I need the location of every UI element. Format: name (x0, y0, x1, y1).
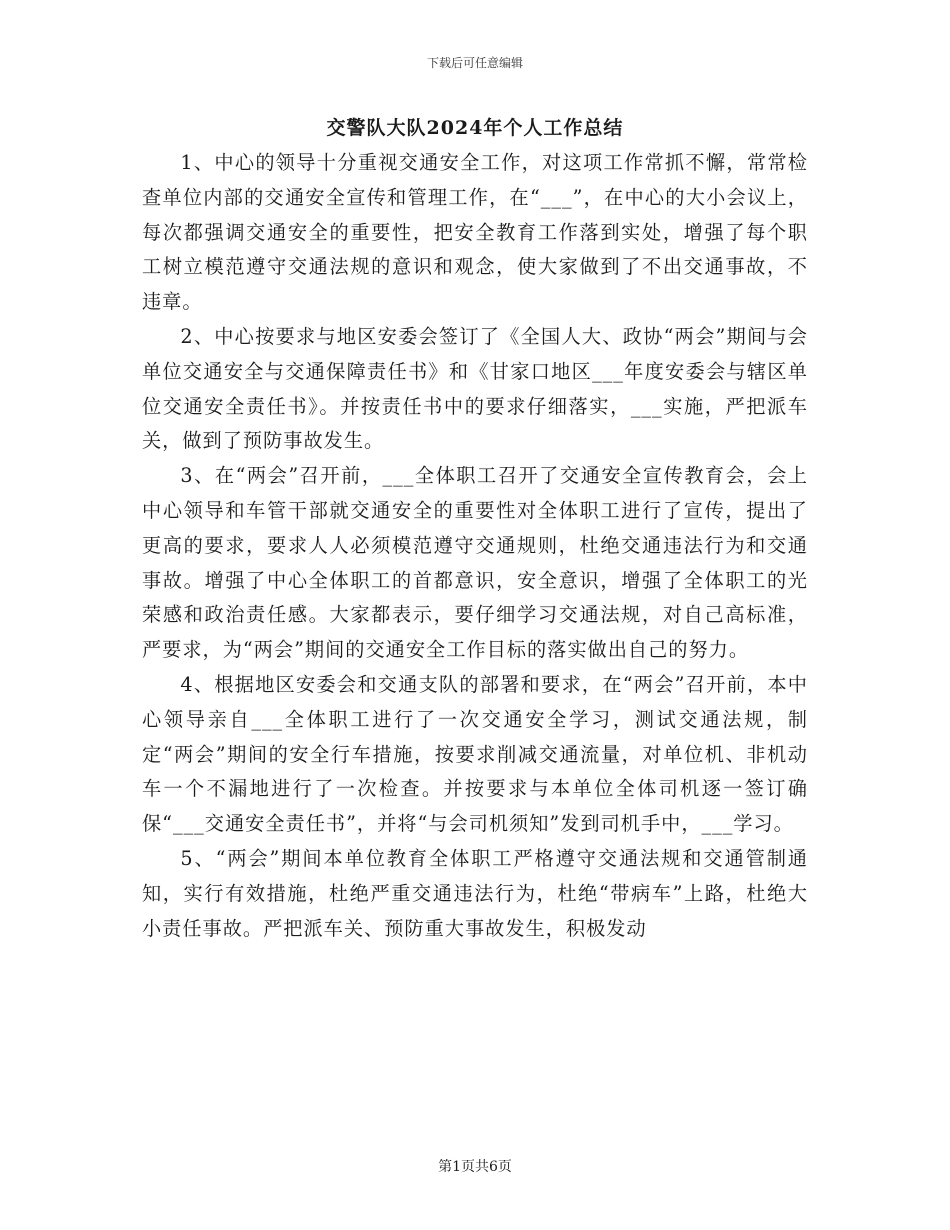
paragraph-5: 5、“两会”期间本单位教育全体职工严格遵守交通法规和交通管制通知，实行有效措施，杜绝严重交通违法行为，杜绝“带病车”上路，杜绝大小责任事故。严把派车关、预防重大事故发生，积极发动 (142, 846, 808, 940)
paragraph-1: 1、中心的领导十分重视交通安全工作，对这项工作常抓不懈，常常检查单位内部的交通安全宣传和管理工作，在“___”，在中心的大小会议上，每次都强调交通安全的重要性，把安全教育工作落到实处，增强了每个职工树立模范遵守交通法规的意识和观念，使大家做到了不出交通事故，不违章。 (142, 151, 808, 314)
document-title: 交警队大队2024年个人工作总结 (326, 117, 624, 139)
paragraph-4: 4、根据地区安委会和交通支队的部署和要求，在“两会”召开前，本中心领导亲自___全体职工进行了一次交通安全学习，测试交通法规，制定“两会”期间的安全行车措施，按要求削减交通流量，对单位机、非机动车一个不漏地进行了一次检查。并按要求与本单位全体司机逐一签订确保“___交通安全责任书”，并将“与会司机须知”发到司机手中，___学习。 (142, 672, 808, 836)
header-note: 下载后可任意编辑 (426, 56, 523, 70)
paragraph-2: 2、中心按要求与地区安委会签订了《全国人大、政协“两会”期间与会单位交通安全与交通保障责任书》和《甘家口地区___年度安委会与辖区单位交通安全责任书》。并按责任书中的要求仔细落实，___实施，严把派车关，做到了预防事故发生。 (142, 324, 808, 453)
document-body (142, 146, 808, 946)
page-footer: 第1页共6页 (438, 1159, 512, 1175)
paragraph-3: 3、在“两会”召开前，___全体职工召开了交通安全宣传教育会，会上中心领导和车管干部就交通安全的重要性对全体职工进行了宣传，提出了更高的要求，要求人人必须模范遵守交通规则，杜绝交通违法行为和交通事故。增强了中心全体职工的首都意识，安全意识，增强了全体职工的光荣感和政治责任感。大家都表示，要仔细学习交通法规，对自己高标准，严要求，为“两会”期间的交通安全工作目标的落实做出自己的努力。 (142, 464, 808, 662)
